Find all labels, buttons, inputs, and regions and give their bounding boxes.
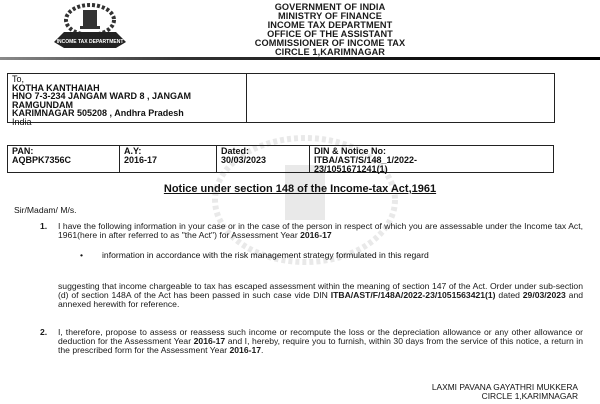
addressee-name: KOTHA KANTHAIAH <box>12 82 100 93</box>
address-line: HNO 7-3-234 JANGAM WARD 8 , JANGAM <box>12 91 192 102</box>
paragraph-text: I have the following information in your case or in the case of the person in respect of which you are assessable under the Income tax Act, 1961(here in after referred to as "the Act") for Assessment Year <box>58 221 583 240</box>
order-din: ITBA/AST/F/148A/2022-23/1051563421(1) <box>330 289 496 300</box>
notice-meta-table <box>7 145 554 173</box>
address-blank-cell <box>247 74 554 122</box>
bullet-text: information in accordance with the risk management strategy formulated in this regard <box>102 250 429 260</box>
address-line: RAMGUNDAM <box>12 99 73 110</box>
header-line: INCOME TAX DEPARTMENT <box>267 19 393 30</box>
ay-value: 2016-17 <box>124 155 158 165</box>
paragraph-text: I, therefore, propose to assess or reassess such income or recompute the loss or the depreciation allowance or any other allowance or deduction for the Assessment Year <box>58 327 583 346</box>
address-country: India <box>12 116 32 127</box>
salutation: Sir/Madam/ M/s. <box>14 205 77 215</box>
svg-text:INCOME TAX DEPARTMENT: INCOME TAX DEPARTMENT <box>56 39 124 45</box>
header-line: GOVERNMENT OF INDIA <box>274 2 386 12</box>
dated-cell <box>217 146 310 172</box>
paragraph-text: and annexed herewith for reference. <box>58 289 583 309</box>
paragraph-1-continued <box>58 282 583 308</box>
din-value: 23/1051671241(1) <box>314 164 388 174</box>
dated-label: Dated: <box>221 146 250 156</box>
paragraph-number: 1. <box>40 221 48 231</box>
paragraph-2 <box>58 328 583 354</box>
header-line: COMMISSIONER OF INCOME TAX <box>254 37 406 48</box>
header-divider <box>0 57 600 60</box>
assessment-year-ref: 2016-17 <box>229 344 262 355</box>
din-notice-cell <box>310 146 553 172</box>
pan-value: AQBPK7356C <box>12 155 72 165</box>
officer-name: LAXMI PAVANA GAYATHRI MUKKERA <box>431 382 578 392</box>
officer-office: CIRCLE 1,KARIMNAGAR <box>481 391 578 401</box>
bullet-icon: • <box>80 250 84 260</box>
notice-title: Notice under section 148 of the Income-tax Act,1961 <box>163 183 437 195</box>
din-value: ITBA/AST/S/148_1/2022- <box>314 155 418 165</box>
din-label: DIN & Notice No: <box>314 146 386 156</box>
addressee-details <box>8 74 247 127</box>
letterhead <box>0 0 600 58</box>
addressee-box <box>7 73 555 127</box>
ay-label: A.Y: <box>124 146 142 156</box>
address-line: KARIMNAGAR 505208 , Andhra Pradesh <box>12 108 184 119</box>
letterhead-title <box>210 3 450 56</box>
dated-value: 30/03/2023 <box>221 155 267 165</box>
to-label: To, <box>12 74 25 84</box>
assessment-year-ref: 2016-17 <box>300 229 332 240</box>
assessment-year-ref: 2016-17 <box>193 335 226 346</box>
paragraph-text: and I, hereby, require you to furnish, within 30 days from the service of this notice, a return in the prescribed form for the Assessment Year <box>58 335 583 355</box>
paragraph-1 <box>58 222 583 240</box>
pan-label: PAN: <box>12 146 34 156</box>
paragraph-text: . <box>261 344 264 355</box>
paragraph-text: dated <box>495 289 523 300</box>
income-tax-department-emblem-icon <box>50 2 130 50</box>
header-line: MINISTRY OF FINANCE <box>278 10 382 21</box>
paragraph-number: 2. <box>40 327 48 337</box>
order-date: 29/03/2023 <box>522 289 566 300</box>
assessment-year-cell <box>120 146 217 172</box>
information-bullet <box>80 250 600 260</box>
paragraph-text: suggesting that income chargeable to tax has escaped assessment within the meaning of section 147 of the Act. Order under sub-section (d) of section 148A of the Act has been passed in such case vide DIN <box>58 281 583 300</box>
header-line: CIRCLE 1,KARIMNAGAR <box>274 46 386 57</box>
signature-block <box>390 383 578 401</box>
header-line: OFFICE OF THE ASSISTANT <box>267 28 393 39</box>
pan-cell <box>8 146 120 172</box>
